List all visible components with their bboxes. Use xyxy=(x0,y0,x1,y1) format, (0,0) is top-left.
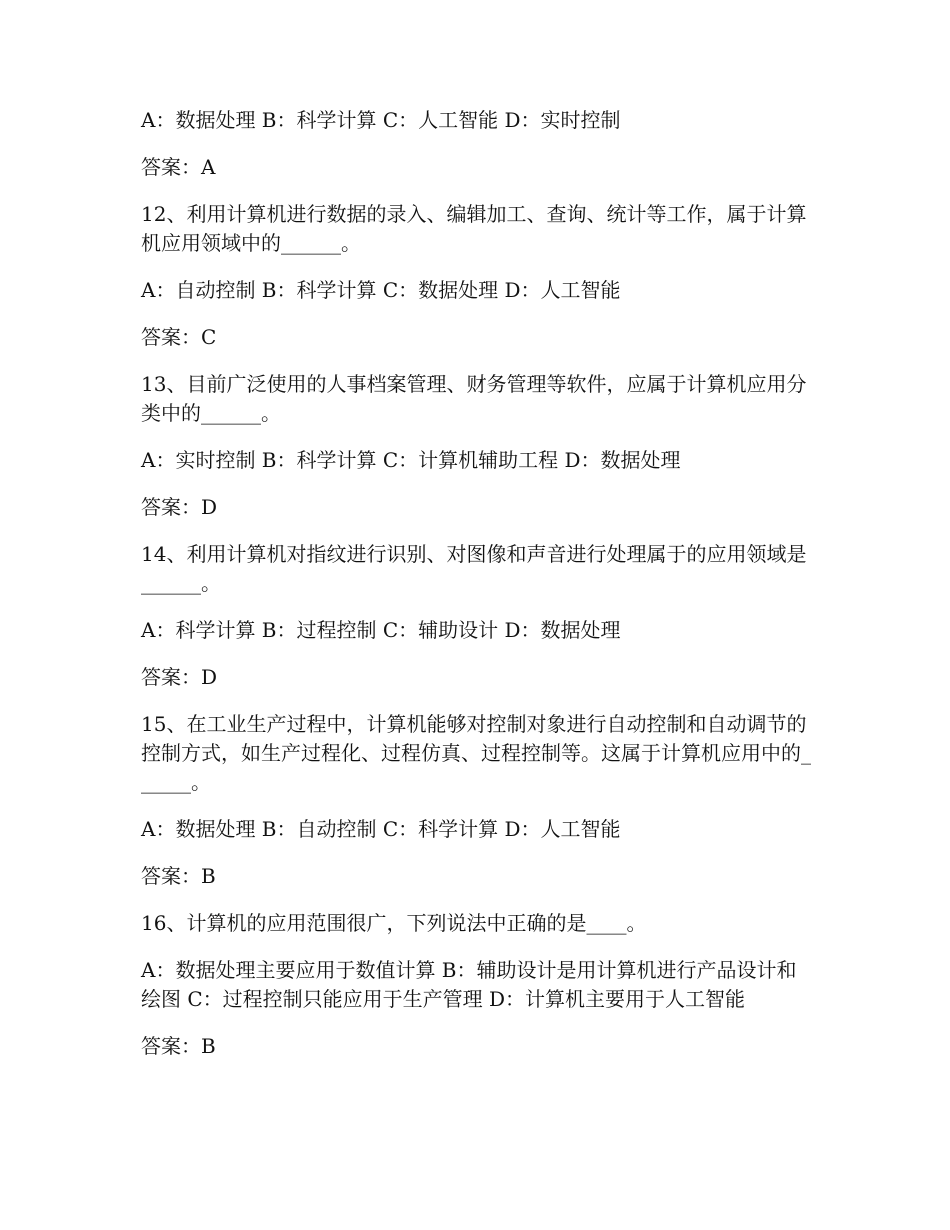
answer-q12: 答案：C xyxy=(141,325,217,349)
answer-q15: 答案：B xyxy=(141,864,216,888)
question-14: 14、利用计算机对指纹进行识别、对图像和声音进行处理属于的应用领域是______。 xyxy=(141,542,807,595)
options-q16: A：数据处理主要应用于数值计算 B：辅助设计是用计算机进行产品设计和绘图 C：过程控制只能应用于生产管理 D：计算机主要用于人工智能 xyxy=(141,958,797,1011)
question-12: 12、利用计算机进行数据的录入、编辑加工、查询、统计等工作，属于计算机应用领域中的______。 xyxy=(141,202,807,255)
question-15: 15、在工业生产过程中，计算机能够对控制对象进行自动控制和自动调节的控制方式，如生产过程化、过程仿真、过程控制等。这属于计算机应用中的______。 xyxy=(141,712,811,794)
question-13: 13、目前广泛使用的人事档案管理、财务管理等软件，应属于计算机应用分类中的______。 xyxy=(141,372,807,425)
options-q15: A：数据处理 B：自动控制 C：科学计算 D：人工智能 xyxy=(141,817,621,841)
options-q13: A：实时控制 B：科学计算 C：计算机辅助工程 D：数据处理 xyxy=(141,448,681,472)
answer-q14: 答案：D xyxy=(141,665,218,689)
answer-q16: 答案：B xyxy=(141,1034,216,1058)
options-q14: A：科学计算 B：过程控制 C：辅助设计 D：数据处理 xyxy=(141,618,621,642)
document-page xyxy=(141,106,811,1079)
options-q12: A：自动控制 B：科学计算 C：数据处理 D：人工智能 xyxy=(141,278,621,302)
options-q11: A：数据处理 B：科学计算 C：人工智能 D：实时控制 xyxy=(141,108,621,132)
question-16: 16、计算机的应用范围很广，下列说法中正确的是____。 xyxy=(141,911,647,935)
answer-q13: 答案：D xyxy=(141,495,218,519)
answer-q11: 答案：A xyxy=(141,155,216,179)
